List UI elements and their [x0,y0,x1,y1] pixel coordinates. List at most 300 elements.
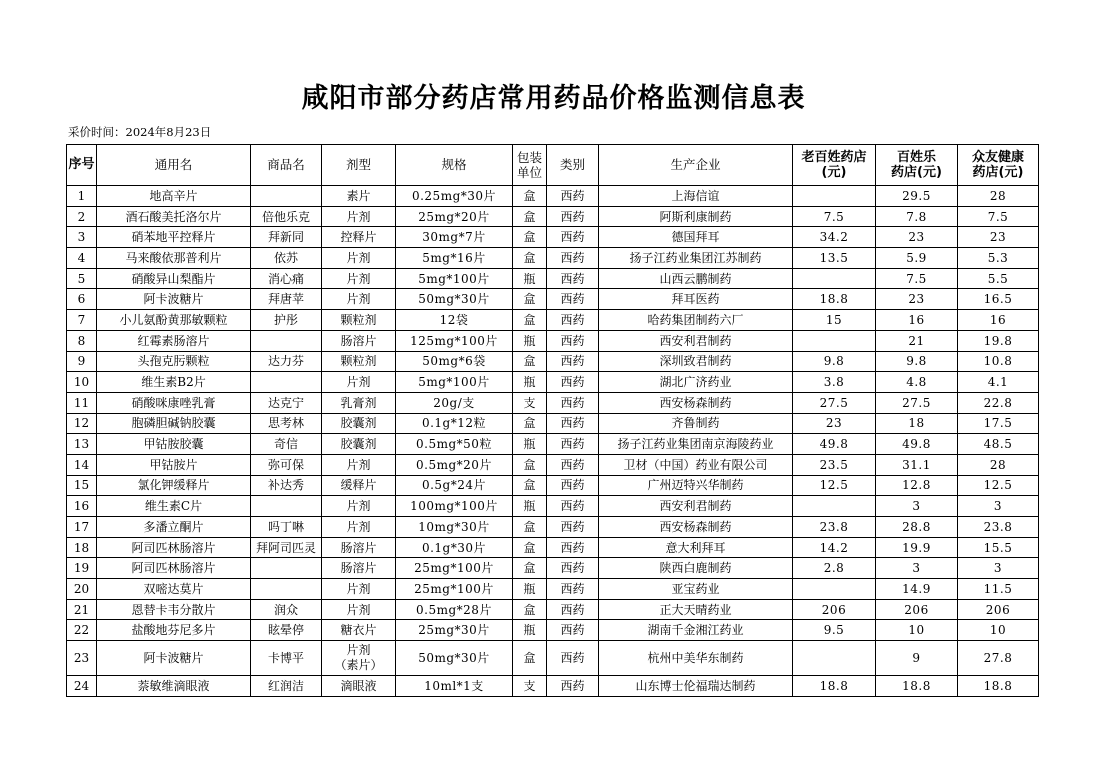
cell-store1-price: 27.5 [793,392,876,413]
cell-store3-price: 10.8 [958,351,1039,372]
header-unit: 包装 单位 [513,145,547,186]
cell-spec: 125mg*100片 [396,330,513,351]
cell-unit: 瓶 [513,268,547,289]
cell-dosage-form: 肠溶片 [322,537,396,558]
table-row [67,268,1039,289]
cell-spec: 5mg*100片 [396,372,513,393]
table-row [67,558,1039,579]
cell-category: 西药 [547,289,599,310]
cell-unit: 瓶 [513,496,547,517]
cell-generic-name: 恩替卡韦分散片 [97,599,251,620]
cell-store2-price: 4.8 [876,372,958,393]
cell-generic-name: 萘敏维滴眼液 [97,676,251,697]
table-row [67,475,1039,496]
cell-store2-price: 3 [876,496,958,517]
cell-spec: 50mg*30片 [396,289,513,310]
cell-store3-price: 3 [958,496,1039,517]
cell-unit: 盒 [513,599,547,620]
cell-store2-price: 5.9 [876,248,958,269]
cell-category: 西药 [547,372,599,393]
cell-seq: 1 [67,186,97,207]
cell-seq: 9 [67,351,97,372]
cell-store3-price: 5.3 [958,248,1039,269]
cell-spec: 0.5mg*28片 [396,599,513,620]
cell-seq: 13 [67,434,97,455]
cell-spec: 100mg*100片 [396,496,513,517]
cell-category: 西药 [547,413,599,434]
cell-dosage-form: 片剂 [322,579,396,600]
header-brand-name: 商品名 [251,145,322,186]
cell-unit: 盒 [513,413,547,434]
cell-unit: 支 [513,392,547,413]
cell-manufacturer: 杭州中美华东制药 [599,641,793,676]
cell-category: 西药 [547,186,599,207]
cell-category: 西药 [547,434,599,455]
cell-manufacturer: 西安杨森制药 [599,392,793,413]
cell-manufacturer: 拜耳医药 [599,289,793,310]
cell-store1-price [793,579,876,600]
cell-spec: 20g/支 [396,392,513,413]
header-seq: 序号 [67,145,97,186]
cell-generic-name: 小儿氨酚黄那敏颗粒 [97,310,251,331]
cell-generic-name: 硝酸异山梨酯片 [97,268,251,289]
cell-store3-price: 16 [958,310,1039,331]
table-row [67,330,1039,351]
cell-store1-price: 3.8 [793,372,876,393]
table-row [67,248,1039,269]
cell-seq: 3 [67,227,97,248]
cell-generic-name: 酒石酸美托洛尔片 [97,206,251,227]
cell-seq: 7 [67,310,97,331]
cell-category: 西药 [547,310,599,331]
cell-unit: 瓶 [513,372,547,393]
cell-spec: 30mg*7片 [396,227,513,248]
cell-dosage-form: 片剂 [322,372,396,393]
cell-seq: 15 [67,475,97,496]
cell-generic-name: 双嘧达莫片 [97,579,251,600]
cell-spec: 50mg*6袋 [396,351,513,372]
cell-generic-name: 阿卡波糖片 [97,641,251,676]
cell-unit: 盒 [513,641,547,676]
cell-unit: 盒 [513,310,547,331]
cell-manufacturer: 德国拜耳 [599,227,793,248]
cell-store1-price [793,641,876,676]
cell-seq: 2 [67,206,97,227]
cell-category: 西药 [547,579,599,600]
table-row [67,392,1039,413]
cell-dosage-form: 片剂 [322,599,396,620]
cell-manufacturer: 西安杨森制药 [599,517,793,538]
cell-generic-name: 胞磷胆碱钠胶囊 [97,413,251,434]
cell-brand-name: 拜唐苹 [251,289,322,310]
cell-manufacturer: 湖北广济药业 [599,372,793,393]
cell-unit: 盒 [513,289,547,310]
cell-seq: 14 [67,454,97,475]
cell-brand-name: 吗丁啉 [251,517,322,538]
cell-spec: 5mg*100片 [396,268,513,289]
cell-manufacturer: 阿斯利康制药 [599,206,793,227]
cell-brand-name [251,558,322,579]
cell-store1-price: 9.8 [793,351,876,372]
cell-brand-name [251,579,322,600]
cell-unit: 瓶 [513,579,547,600]
cell-brand-name: 补达秀 [251,475,322,496]
cell-seq: 17 [67,517,97,538]
table-row [67,227,1039,248]
cell-category: 西药 [547,268,599,289]
cell-spec: 0.1g*30片 [396,537,513,558]
cell-manufacturer: 山西云鹏制药 [599,268,793,289]
cell-dosage-form: 胶囊剂 [322,413,396,434]
cell-brand-name: 奇信 [251,434,322,455]
cell-store3-price: 18.8 [958,676,1039,697]
cell-brand-name [251,330,322,351]
header-manufacturer: 生产企业 [599,145,793,186]
cell-seq: 10 [67,372,97,393]
cell-store3-price: 23 [958,227,1039,248]
cell-store3-price: 3 [958,558,1039,579]
cell-store1-price: 14.2 [793,537,876,558]
cell-manufacturer: 正大天晴药业 [599,599,793,620]
table-row [67,413,1039,434]
cell-store2-price: 3 [876,558,958,579]
cell-store1-price: 15 [793,310,876,331]
cell-unit: 支 [513,676,547,697]
header-spec: 规格 [396,145,513,186]
cell-store2-price: 23 [876,289,958,310]
cell-seq: 21 [67,599,97,620]
cell-store3-price: 206 [958,599,1039,620]
cell-dosage-form: 片剂 [322,454,396,475]
cell-spec: 50mg*30片 [396,641,513,676]
cell-dosage-form: 颗粒剂 [322,310,396,331]
cell-generic-name: 地高辛片 [97,186,251,207]
cell-seq: 16 [67,496,97,517]
cell-brand-name: 弥可保 [251,454,322,475]
cell-spec: 10ml*1支 [396,676,513,697]
table-header-row [67,145,1039,186]
cell-store1-price: 13.5 [793,248,876,269]
cell-category: 西药 [547,351,599,372]
table-row [67,351,1039,372]
cell-seq: 11 [67,392,97,413]
cell-manufacturer: 意大利拜耳 [599,537,793,558]
cell-store3-price: 4.1 [958,372,1039,393]
cell-dosage-form: 片剂 [322,248,396,269]
cell-spec: 0.5g*24片 [396,475,513,496]
cell-generic-name: 阿卡波糖片 [97,289,251,310]
table-row [67,641,1039,676]
cell-store2-price: 23 [876,227,958,248]
table-row [67,537,1039,558]
cell-dosage-form: 颗粒剂 [322,351,396,372]
cell-store2-price: 206 [876,599,958,620]
cell-store1-price: 2.8 [793,558,876,579]
table-row [67,186,1039,207]
cell-store2-price: 28.8 [876,517,958,538]
cell-unit: 瓶 [513,620,547,641]
cell-store2-price: 9.8 [876,351,958,372]
cell-brand-name: 红润洁 [251,676,322,697]
cell-generic-name: 硝苯地平控释片 [97,227,251,248]
cell-category: 西药 [547,537,599,558]
cell-unit: 盒 [513,558,547,579]
cell-manufacturer: 西安利君制药 [599,496,793,517]
cell-generic-name: 甲钴胺胶囊 [97,434,251,455]
cell-generic-name: 红霉素肠溶片 [97,330,251,351]
cell-brand-name: 护彤 [251,310,322,331]
cell-category: 西药 [547,475,599,496]
cell-seq: 23 [67,641,97,676]
cell-store2-price: 19.9 [876,537,958,558]
cell-seq: 4 [67,248,97,269]
cell-store3-price: 7.5 [958,206,1039,227]
cell-dosage-form: 胶囊剂 [322,434,396,455]
cell-generic-name: 甲钴胺片 [97,454,251,475]
cell-spec: 25mg*100片 [396,558,513,579]
cell-category: 西药 [547,330,599,351]
cell-manufacturer: 哈药集团制药六厂 [599,310,793,331]
cell-seq: 20 [67,579,97,600]
cell-store1-price: 34.2 [793,227,876,248]
cell-unit: 盒 [513,517,547,538]
cell-brand-name: 消心痛 [251,268,322,289]
cell-category: 西药 [547,454,599,475]
cell-generic-name: 马来酸依那普利片 [97,248,251,269]
cell-seq: 5 [67,268,97,289]
cell-store3-price: 28 [958,186,1039,207]
cell-manufacturer: 西安利君制药 [599,330,793,351]
cell-dosage-form: 片剂 （素片） [322,641,396,676]
cell-dosage-form: 片剂 [322,496,396,517]
cell-manufacturer: 上海信谊 [599,186,793,207]
cell-seq: 18 [67,537,97,558]
cell-manufacturer: 扬子江药业集团南京海陵药业 [599,434,793,455]
cell-generic-name: 阿司匹林肠溶片 [97,558,251,579]
cell-store2-price: 14.9 [876,579,958,600]
cell-category: 西药 [547,206,599,227]
cell-unit: 盒 [513,227,547,248]
cell-brand-name [251,372,322,393]
cell-store2-price: 12.8 [876,475,958,496]
cell-spec: 25mg*100片 [396,579,513,600]
cell-seq: 19 [67,558,97,579]
cell-manufacturer: 齐鲁制药 [599,413,793,434]
cell-generic-name: 多潘立酮片 [97,517,251,538]
header-store1-price: 老百姓药店 (元) [793,145,876,186]
table-row [67,454,1039,475]
cell-store2-price: 29.5 [876,186,958,207]
table-row [67,620,1039,641]
header-store2-price: 百姓乐 药店(元) [876,145,958,186]
cell-store2-price: 7.5 [876,268,958,289]
table-row [67,496,1039,517]
cell-store1-price: 18.8 [793,289,876,310]
cell-store3-price: 28 [958,454,1039,475]
cell-brand-name: 卡博平 [251,641,322,676]
cell-store3-price: 48.5 [958,434,1039,455]
cell-spec: 10mg*30片 [396,517,513,538]
cell-store3-price: 19.8 [958,330,1039,351]
cell-spec: 5mg*16片 [396,248,513,269]
cell-store2-price: 27.5 [876,392,958,413]
cell-unit: 盒 [513,351,547,372]
cell-spec: 0.1g*12粒 [396,413,513,434]
cell-brand-name [251,496,322,517]
cell-store1-price [793,496,876,517]
cell-manufacturer: 湖南千金湘江药业 [599,620,793,641]
cell-manufacturer: 扬子江药业集团江苏制药 [599,248,793,269]
page-title: 咸阳市部分药店常用药品价格监测信息表 [301,83,806,114]
cell-generic-name: 盐酸地芬尼多片 [97,620,251,641]
cell-dosage-form: 控释片 [322,227,396,248]
table-row [67,599,1039,620]
cell-store3-price: 5.5 [958,268,1039,289]
cell-store2-price: 21 [876,330,958,351]
cell-spec: 0.5mg*50粒 [396,434,513,455]
cell-store3-price: 11.5 [958,579,1039,600]
cell-brand-name: 眩晕停 [251,620,322,641]
cell-unit: 盒 [513,186,547,207]
cell-store2-price: 31.1 [876,454,958,475]
cell-category: 西药 [547,227,599,248]
cell-category: 西药 [547,599,599,620]
cell-store1-price: 23 [793,413,876,434]
cell-generic-name: 阿司匹林肠溶片 [97,537,251,558]
cell-manufacturer: 亚宝药业 [599,579,793,600]
table-row [67,372,1039,393]
cell-store3-price: 12.5 [958,475,1039,496]
cell-spec: 25mg*30片 [396,620,513,641]
cell-unit: 盒 [513,248,547,269]
cell-spec: 0.25mg*30片 [396,186,513,207]
cell-manufacturer: 陕西白鹿制药 [599,558,793,579]
cell-unit: 瓶 [513,434,547,455]
cell-store1-price: 23.8 [793,517,876,538]
cell-generic-name: 头孢克肟颗粒 [97,351,251,372]
table-row [67,289,1039,310]
cell-store1-price: 206 [793,599,876,620]
cell-dosage-form: 素片 [322,186,396,207]
cell-store1-price: 49.8 [793,434,876,455]
cell-spec: 0.5mg*20片 [396,454,513,475]
cell-manufacturer: 卫材（中国）药业有限公司 [599,454,793,475]
cell-unit: 盒 [513,537,547,558]
cell-seq: 12 [67,413,97,434]
header-dosage-form: 剂型 [322,145,396,186]
cell-store2-price: 16 [876,310,958,331]
price-table [66,144,1039,697]
cell-manufacturer: 广州迈特兴华制药 [599,475,793,496]
cell-category: 西药 [547,641,599,676]
cell-category: 西药 [547,620,599,641]
cell-category: 西药 [547,248,599,269]
cell-generic-name: 维生素C片 [97,496,251,517]
cell-store1-price [793,330,876,351]
cell-dosage-form: 糖衣片 [322,620,396,641]
cell-store1-price: 23.5 [793,454,876,475]
cell-dosage-form: 片剂 [322,206,396,227]
cell-seq: 6 [67,289,97,310]
cell-store1-price: 18.8 [793,676,876,697]
cell-store2-price: 10 [876,620,958,641]
cell-seq: 8 [67,330,97,351]
table-row [67,206,1039,227]
cell-store1-price: 7.5 [793,206,876,227]
cell-store3-price: 27.8 [958,641,1039,676]
cell-brand-name: 达力芬 [251,351,322,372]
cell-category: 西药 [547,392,599,413]
cell-store2-price: 18 [876,413,958,434]
header-generic-name: 通用名 [97,145,251,186]
cell-store3-price: 22.8 [958,392,1039,413]
cell-dosage-form: 滴眼液 [322,676,396,697]
cell-manufacturer: 山东博士伦福瑞达制药 [599,676,793,697]
cell-generic-name: 氯化钾缓释片 [97,475,251,496]
cell-store1-price [793,186,876,207]
table-row [67,434,1039,455]
cell-brand-name: 拜新同 [251,227,322,248]
cell-dosage-form: 片剂 [322,289,396,310]
cell-store1-price: 12.5 [793,475,876,496]
cell-generic-name: 硝酸咪康唑乳膏 [97,392,251,413]
cell-category: 西药 [547,517,599,538]
cell-dosage-form: 肠溶片 [322,558,396,579]
cell-spec: 25mg*20片 [396,206,513,227]
cell-unit: 盒 [513,206,547,227]
cell-dosage-form: 乳膏剂 [322,392,396,413]
cell-unit: 盒 [513,454,547,475]
cell-brand-name: 倍他乐克 [251,206,322,227]
cell-store1-price [793,268,876,289]
cell-store1-price: 9.5 [793,620,876,641]
cell-dosage-form: 缓释片 [322,475,396,496]
cell-brand-name: 达克宁 [251,392,322,413]
cell-store2-price: 7.8 [876,206,958,227]
cell-generic-name: 维生素B2片 [97,372,251,393]
cell-category: 西药 [547,496,599,517]
cell-unit: 瓶 [513,330,547,351]
cell-category: 西药 [547,558,599,579]
cell-store2-price: 49.8 [876,434,958,455]
cell-seq: 22 [67,620,97,641]
header-category: 类别 [547,145,599,186]
cell-store3-price: 17.5 [958,413,1039,434]
cell-spec: 12袋 [396,310,513,331]
table-row [67,579,1039,600]
table-row [67,676,1039,697]
cell-seq: 24 [67,676,97,697]
cell-store3-price: 15.5 [958,537,1039,558]
cell-store3-price: 10 [958,620,1039,641]
cell-dosage-form: 片剂 [322,517,396,538]
table-row [67,517,1039,538]
cell-store2-price: 9 [876,641,958,676]
cell-manufacturer: 深圳致君制药 [599,351,793,372]
cell-brand-name: 思考林 [251,413,322,434]
cell-dosage-form: 片剂 [322,268,396,289]
cell-unit: 盒 [513,475,547,496]
cell-dosage-form: 肠溶片 [322,330,396,351]
cell-brand-name [251,186,322,207]
cell-brand-name: 润众 [251,599,322,620]
table-row [67,310,1039,331]
cell-category: 西药 [547,676,599,697]
survey-date: 采价时间：2024年8月23日 [68,125,212,139]
cell-brand-name: 依苏 [251,248,322,269]
cell-brand-name: 拜阿司匹灵 [251,537,322,558]
cell-store3-price: 16.5 [958,289,1039,310]
